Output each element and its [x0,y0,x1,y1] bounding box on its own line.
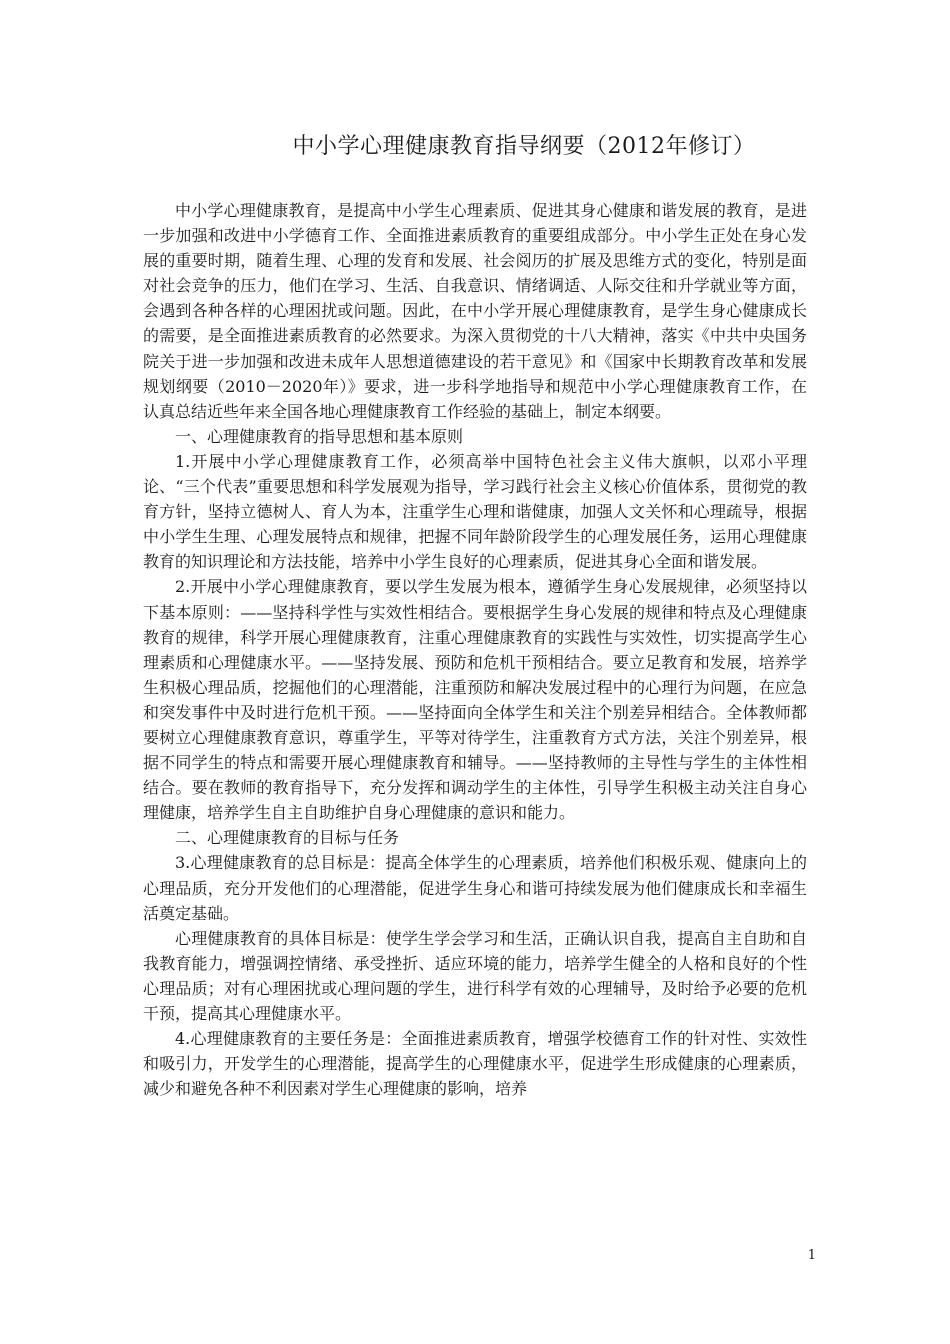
document-title: 中小学心理健康教育指导纲要（2012年修订） [292,134,756,159]
document-body [143,198,807,1101]
paragraph-item-3: 3.心理健康教育的总目标是：提高全体学生的心理素质，培养他们积极乐观、健康向上的心理品质，充分开发他们的心理潜能，促进学生身心和谐可持续发展为他们健康成长和幸福生活奠定基础。 [143,853,807,923]
paragraph-item-2: 2.开展中小学心理健康教育，要以学生发展为根本，遵循学生身心发展规律，必须坚持以下基本原则：——坚持科学性与实效性相结合。要根据学生身心发展的规律和特点及心理健康教育的规律，科学开展心理健康教育，注重心理健康教育的实践性与实效性，切实提高学生心理素质和心理健康水平。——坚持发展、预防和危机干预相结合。要立足教育和发展，培养学生积极心理品质，挖掘他们的心理潜能，注重预防和解决发展过程中的心理行为问题，在应急和突发事件中及时进行危机干预。——坚持面向全体学生和关注个别差异相结合。全体教师都要树立心理健康教育意识，尊重学生，平等对待学生，注重教育方式方法，关注个别差异，根据不同学生的特点和需要开展心理健康教育和辅导。——坚持教师的主导性与学生的主体性相结合。要在教师的教育指导下，充分发挥和调动学生的主体性，引导学生积极主动关注自身心理健康，培养学生自主自助维护自身心理健康的意识和能力。 [143,577,807,823]
paragraph-item-4: 4.心理健康教育的主要任务是：全面推进素质教育，增强学校德育工作的针对性、实效性和吸引力，开发学生的心理潜能，提高学生的心理健康水平，促进学生形成健康的心理素质，减少和避免各种不利因素对学生心理健康的影响，培养 [143,1029,807,1099]
section-heading-2: 二、心理健康教育的目标与任务 [175,828,400,848]
paragraph-item-1: 1.开展中小学心理健康教育工作，必须高举中国特色社会主义伟大旗帜，以邓小平理论、“三个代表”重要思想和科学发展观为指导，学习践行社会主义核心价值体系，贯彻党的教育方针，坚持立德树人、育人为本，注重学生心理和谐健康，加强人文关怀和心理疏导，根据中小学生生理、心理发展特点和规律，把握不同年龄阶段学生的心理发展任务，运用心理健康教育的知识理论和方法技能，培养中小学生良好的心理素质，促进其身心全面和谐发展。 [143,451,807,572]
section-heading-1: 一、心理健康教育的指导思想和基本原则 [175,426,464,446]
page-number: 1 [807,1248,816,1263]
paragraph-specific-goals: 心理健康教育的具体目标是：使学生学会学习和生活，正确认识自我，提高自主自助和自我教育能力，增强调控情绪、承受挫折、适应环境的能力，培养学生健全的人格和良好的个性心理品质；对有心理困扰或心理问题的学生，进行科学有效的心理辅导，及时给予必要的危机干预，提高其心理健康水平。 [143,928,807,1023]
paragraph-intro: 中小学心理健康教育，是提高中小学生心理素质、促进其身心健康和谐发展的教育，是进一步加强和改进中小学德育工作、全面推进素质教育的重要组成部分。中小学生正处在身心发展的重要时期，随着生理、心理的发育和发展、社会阅历的扩展及思维方式的变化，特别是面对社会竞争的压力，他们在学习、生活、自我意识、情绪调适、人际交往和升学就业等方面，会遇到各种各样的心理困扰或问题。因此，在中小学开展心理健康教育，是学生身心健康成长的需要，是全面推进素质教育的必然要求。为深入贯彻党的十八大精神，落实《中共中央国务院关于进一步加强和改进未成年人思想道德建设的若干意见》和《国家中长期教育改革和发展规划纲要（2010－2020年）》要求，进一步科学地指导和规范中小学心理健康教育工作，在认真总结近些年来全国各地心理健康教育工作经验的基础上，制定本纲要。 [143,201,807,421]
